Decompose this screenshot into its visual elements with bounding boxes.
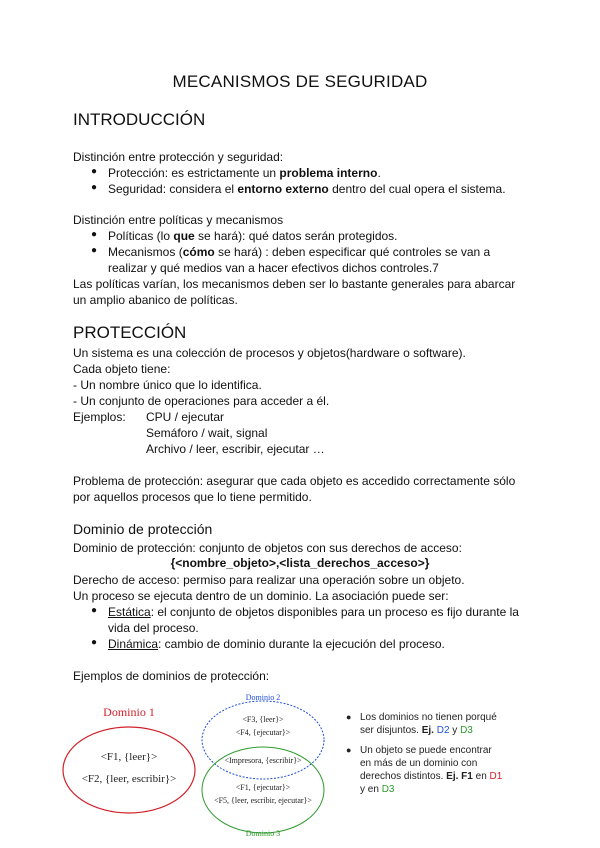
note-1-bullet: ● [346,712,352,722]
bullet-politicas: ● Políticas (lo que se hará): qué datos serán protegidos. [108,228,398,244]
dominio-3-item-1: <F1, {ejecutar}> [235,783,291,792]
dominio-2-label: Dominio 2 [245,693,281,702]
dominio-line-1: Dominio de protección: conjunto de objetos con sus derechos de acceso: [73,541,462,555]
bullet-estatica-cont: vida del proceso. [108,621,199,635]
dominio-3-label: Dominio 3 [245,829,281,838]
ejemplo-cpu: CPU / ejecutar [146,410,225,424]
dominio-2-3-diagram [193,690,333,838]
dominio-3-item-2: <F5, {leer, escribir, ejecutar}> [214,796,312,805]
dominio-1-item-1: <F1, {leer}> [100,751,158,763]
ejemplos-dominios: Ejemplos de dominios de protección: [73,669,270,683]
proteccion-heading: PROTECCIÓN [73,323,187,342]
dominio-1-diagram [55,698,203,828]
proteccion-line-3: - Un nombre único que lo identifica. [73,378,262,392]
bullet-mecanismos: ● Mecanismos (cómo se hará) : deben especificar qué controles se van a [108,244,490,260]
dominio-1-label: Dominio 1 [103,705,155,719]
note-1: ● Los dominios no tienen porqué ser disjuntos. Ej. D2 y D3 [346,712,497,736]
ejemplo-semaforo: Semáforo / wait, signal [146,426,268,440]
ejemplos-label: Ejemplos: [73,410,126,424]
intro-heading: INTRODUCCIÓN [73,110,206,129]
dominio-2-item-1: <F3, {leer}> [242,715,284,724]
bullet-seguridad: ● Seguridad: considera el entorno externo dentro del cual opera el sistema. [108,181,506,197]
bullet-mecanismos-cont: realizar y qué medios van a hacer efectivos dichos controles.7 [108,261,439,275]
dominio-line-3: Un proceso se ejecuta dentro de un dominio. La asociación puede ser: [73,589,449,603]
bullet-estatica: ● Estática: el conjunto de objetos disponibles para un proceso es fijo durante la [108,604,519,620]
bullet-proteccion: ● Protección: es estrictamente un problema interno. [108,165,381,181]
ejemplo-archivo: Archivo / leer, escribir, ejecutar … [146,442,325,456]
proteccion-line-2: Cada objeto tiene: [73,362,171,376]
dominio-2-item-2: <F4, {ejecutar}> [235,728,291,737]
dominio-1-ellipse [63,727,195,813]
dominio-formula: {<nombre_objeto>,<lista_derechos_acceso>} [170,556,430,570]
intro-paragraph-3-line-1: Las políticas varían, los mecanismos deben ser lo bastante generales para abarcar [73,277,516,291]
dominio-line-2: Derecho de acceso: permiso para realizar una operación sobre un objeto. [73,573,465,587]
page-title: MECANISMOS DE SEGURIDAD [172,72,428,91]
note-2: ● Un objeto se puede encontrar en más de un dominio con derechos distintos. Ej. F1 en D1 y en D3 [346,745,503,795]
proteccion-line-4: - Un conjunto de operaciones para acceder a él. [73,394,330,408]
intro-paragraph-3-line-2: un amplio abanico de políticas. [73,293,238,307]
shared-item: <Impresora, {escribir}> [224,756,302,765]
problema-line-2: por aquellos procesos que lo tiene permitido. [73,490,312,504]
problema-line-1: Problema de protección: asegurar que cada objeto es accedido correctamente sólo [73,474,516,488]
dominio-2-ellipse [202,701,324,779]
note-2-bullet: ● [346,745,352,755]
intro-paragraph-1: Distinción entre protección y seguridad: [73,150,284,164]
intro-paragraph-2: Distinción entre políticas y mecanismos [73,213,284,227]
dominio-heading: Dominio de protección [73,521,213,537]
bullet-dinamica: ● Dinámica: cambio de dominio durante la ejecución del proceso. [108,636,445,652]
proteccion-line-1: Un sistema es una colección de procesos y objetos(hardware o software). [73,346,466,360]
dominio-1-item-2: <F2, {leer, escribir}> [81,773,177,785]
